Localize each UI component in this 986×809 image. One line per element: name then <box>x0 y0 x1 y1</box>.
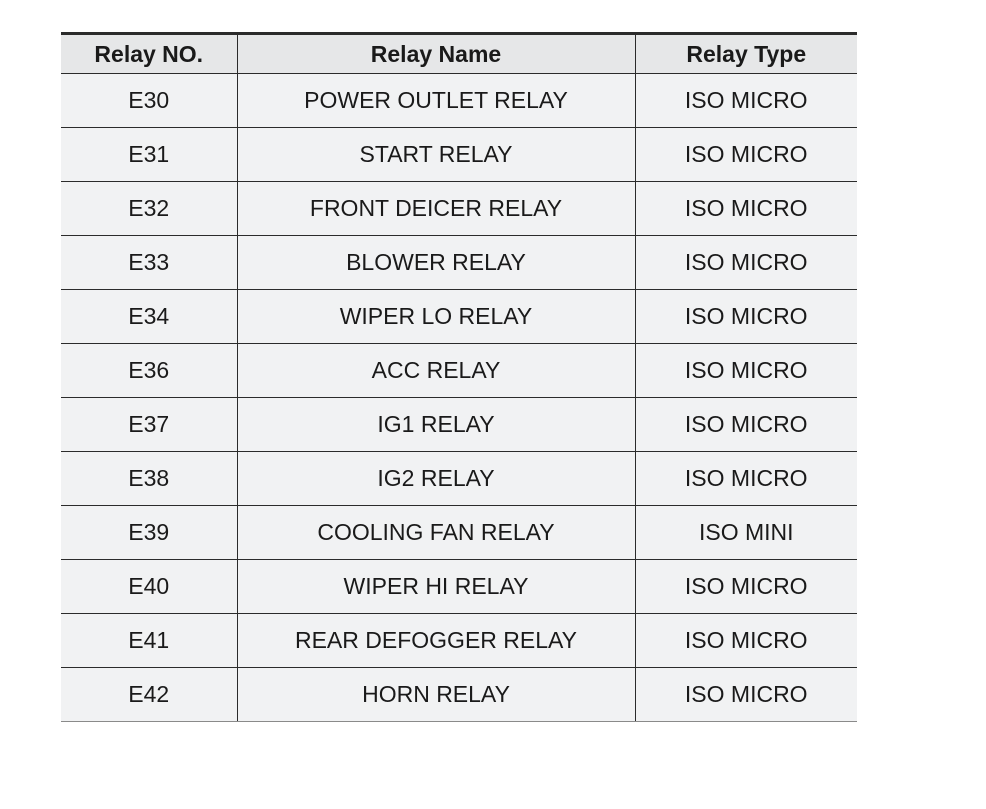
table-row <box>61 506 857 560</box>
relay-no-cell: E41 <box>61 614 237 668</box>
relay-type-cell: ISO MICRO <box>635 398 857 452</box>
relay-name-cell: IG1 RELAY <box>237 398 635 452</box>
relay-name-cell: FRONT DEICER RELAY <box>237 182 635 236</box>
relay-name-cell: ACC RELAY <box>237 344 635 398</box>
relay-name-cell: POWER OUTLET RELAY <box>237 74 635 128</box>
header-relay-type: Relay Type <box>635 34 857 74</box>
relay-name-cell: BLOWER RELAY <box>237 236 635 290</box>
table-row <box>61 182 857 236</box>
table-row <box>61 236 857 290</box>
relay-name-cell: START RELAY <box>237 128 635 182</box>
relay-type-cell: ISO MICRO <box>635 74 857 128</box>
relay-no-cell: E37 <box>61 398 237 452</box>
relay-name-cell: IG2 RELAY <box>237 452 635 506</box>
relay-name-cell: HORN RELAY <box>237 668 635 722</box>
relay-type-cell: ISO MINI <box>635 506 857 560</box>
relay-name-cell: WIPER LO RELAY <box>237 290 635 344</box>
relay-type-cell: ISO MICRO <box>635 452 857 506</box>
relay-type-cell: ISO MICRO <box>635 290 857 344</box>
relay-name-cell: COOLING FAN RELAY <box>237 506 635 560</box>
relay-no-cell: E42 <box>61 668 237 722</box>
relay-type-cell: ISO MICRO <box>635 128 857 182</box>
relay-name-cell: WIPER HI RELAY <box>237 560 635 614</box>
relay-name-cell: REAR DEFOGGER RELAY <box>237 614 635 668</box>
header-relay-no: Relay NO. <box>61 34 237 74</box>
relay-no-cell: E40 <box>61 560 237 614</box>
header-relay-name: Relay Name <box>237 34 635 74</box>
relay-no-cell: E36 <box>61 344 237 398</box>
relay-type-cell: ISO MICRO <box>635 668 857 722</box>
relay-no-cell: E33 <box>61 236 237 290</box>
relay-type-cell: ISO MICRO <box>635 344 857 398</box>
table-row <box>61 290 857 344</box>
relay-no-cell: E34 <box>61 290 237 344</box>
relay-type-cell: ISO MICRO <box>635 614 857 668</box>
table-header-row <box>61 34 857 74</box>
relay-no-cell: E32 <box>61 182 237 236</box>
table-row <box>61 614 857 668</box>
relay-no-cell: E30 <box>61 74 237 128</box>
table-row <box>61 344 857 398</box>
table-row <box>61 560 857 614</box>
table-row <box>61 398 857 452</box>
table-row <box>61 74 857 128</box>
relay-type-cell: ISO MICRO <box>635 560 857 614</box>
relay-table <box>61 32 857 722</box>
relay-type-cell: ISO MICRO <box>635 236 857 290</box>
relay-type-cell: ISO MICRO <box>635 182 857 236</box>
table-row <box>61 128 857 182</box>
table-row <box>61 452 857 506</box>
relay-no-cell: E31 <box>61 128 237 182</box>
table-row <box>61 668 857 722</box>
relay-no-cell: E39 <box>61 506 237 560</box>
relay-no-cell: E38 <box>61 452 237 506</box>
